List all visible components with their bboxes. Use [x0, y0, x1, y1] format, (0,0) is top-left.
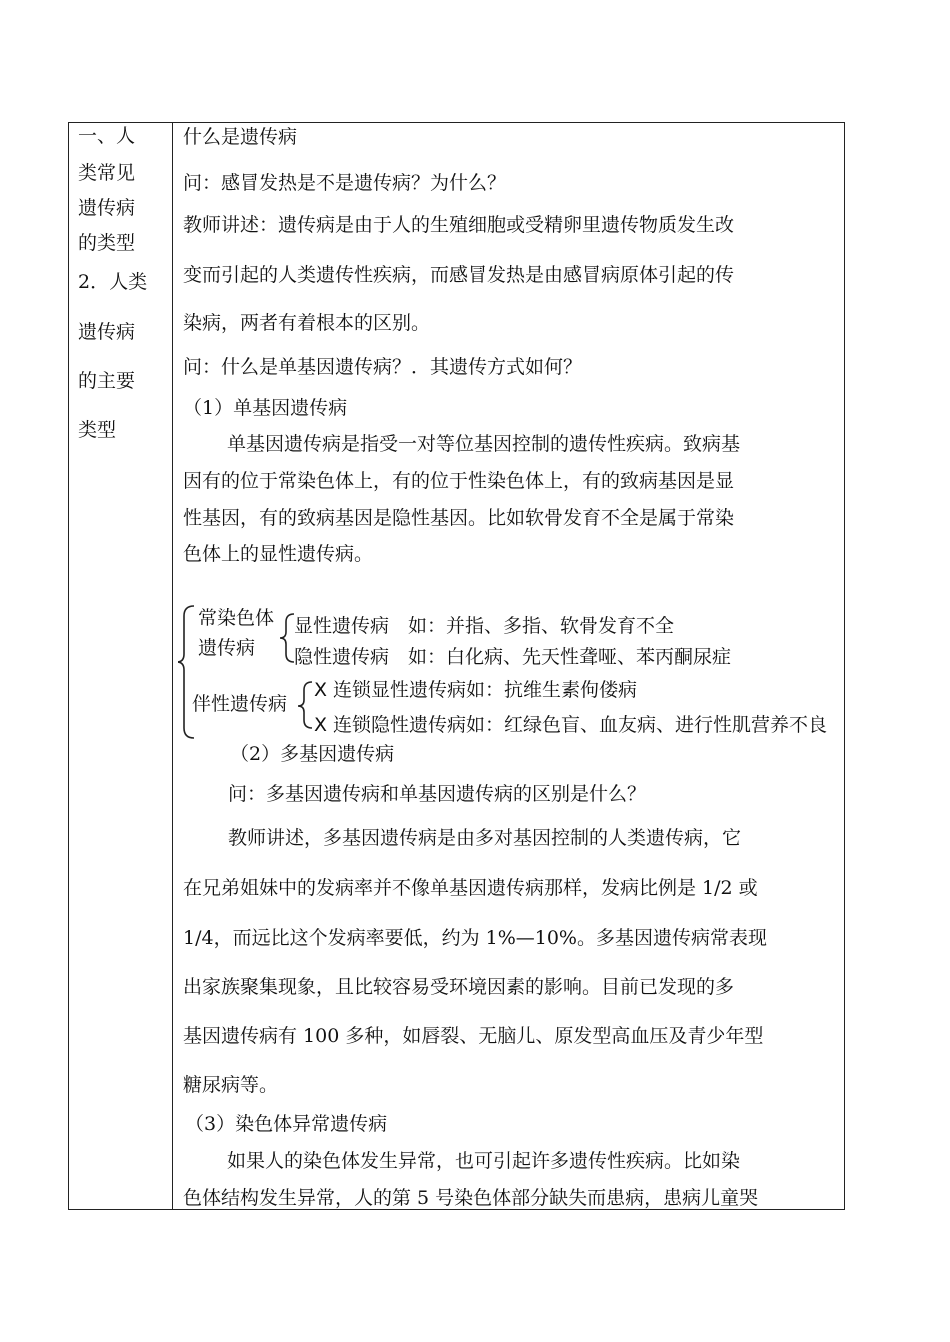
column-divider	[172, 122, 173, 1210]
text-line: 因有的位于常染色体上，有的位于性染色体上，有的致病基因是显	[183, 470, 735, 492]
section-heading-1: （1）单基因遗传病	[183, 397, 348, 419]
x-recessive-entry: X 连锁隐性遗传病如：红绿色盲、血友病、进行性肌营养不良	[314, 714, 828, 736]
text-line: 教师讲述：遗传病是由于人的生殖细胞或受精卵里遗传物质发生改	[183, 214, 735, 236]
recessive-entry: 隐性遗传病 如：白化病、先天性聋哑、苯丙酮尿症	[294, 646, 732, 668]
text-line: 基因遗传病有 100 多种，如唇裂、无脑儿、原发型高血压及青少年型	[183, 1025, 764, 1047]
heading-what-is-genetic-disease: 什么是遗传病	[183, 126, 298, 148]
text-line: 出家族聚集现象，且比较容易受环境因素的影响。目前已发现的多	[183, 976, 735, 998]
dominant-entry: 显性遗传病 如：并指、多指、软骨发育不全	[294, 615, 675, 637]
autosomal-label-line1: 常染色体	[198, 607, 275, 629]
question-cold-fever: 问：感冒发热是不是遗传病？为什么？	[183, 172, 507, 194]
left-col-line-3: 遗传病	[78, 197, 136, 219]
text-line: 在兄弟姐妹中的发病率并不像单基因遗传病那样，发病比例是 1/2 或	[183, 877, 758, 899]
text-line: 染病，两者有着根本的区别。	[183, 312, 431, 334]
left-col-line-4: 的类型	[78, 232, 136, 254]
sexlinked-label: 伴性遗传病	[192, 693, 288, 715]
text-line: 变而引起的人类遗传性疾病，而感冒发热是由感冒病原体引起的传	[183, 264, 735, 286]
section-heading-3: （3）染色体异常遗传病	[185, 1113, 388, 1135]
left-col-line-5: 2．人类	[78, 271, 148, 293]
x-dominant-entry: X 连锁显性遗传病如：抗维生素佝偻病	[314, 679, 638, 701]
section-heading-2: （2）多基因遗传病	[230, 743, 395, 765]
left-col-line-8: 类型	[78, 419, 117, 441]
autosomal-label-line2: 遗传病	[198, 637, 256, 659]
text-line: 性基因，有的致病基因是隐性基因。比如软骨发育不全是属于常染	[183, 507, 735, 529]
text-line: 色体上的显性遗传病。	[183, 543, 374, 565]
text-line: 如果人的染色体发生异常，也可引起许多遗传性疾病。比如染	[227, 1150, 741, 1172]
sexlinked-brace	[298, 682, 312, 728]
left-col-line-7: 的主要	[78, 370, 136, 392]
text-line: 1/4，而远比这个发病率要低，约为 1%—10%。多基因遗传病常表现	[183, 927, 767, 949]
text-line: 教师讲述，多基因遗传病是由多对基因控制的人类遗传病，它	[228, 827, 742, 849]
question-single-gene: 问：什么是单基因遗传病？．其遗传方式如何？	[183, 356, 583, 378]
left-col-line-6: 遗传病	[78, 321, 136, 343]
left-col-line-2: 类常见	[78, 162, 136, 184]
outer-brace	[178, 606, 194, 738]
autosomal-brace	[280, 614, 294, 662]
question-multi-gene: 问：多基因遗传病和单基因遗传病的区别是什么？	[228, 783, 647, 805]
text-line: 糖尿病等。	[183, 1074, 279, 1096]
classification-diagram	[178, 600, 838, 742]
text-line: 色体结构发生异常，人的第 5 号染色体部分缺失而患病，患病儿童哭	[183, 1187, 759, 1209]
left-col-line-1: 一、人	[78, 125, 136, 147]
text-line: 单基因遗传病是指受一对等位基因控制的遗传性疾病。致病基	[227, 433, 741, 455]
